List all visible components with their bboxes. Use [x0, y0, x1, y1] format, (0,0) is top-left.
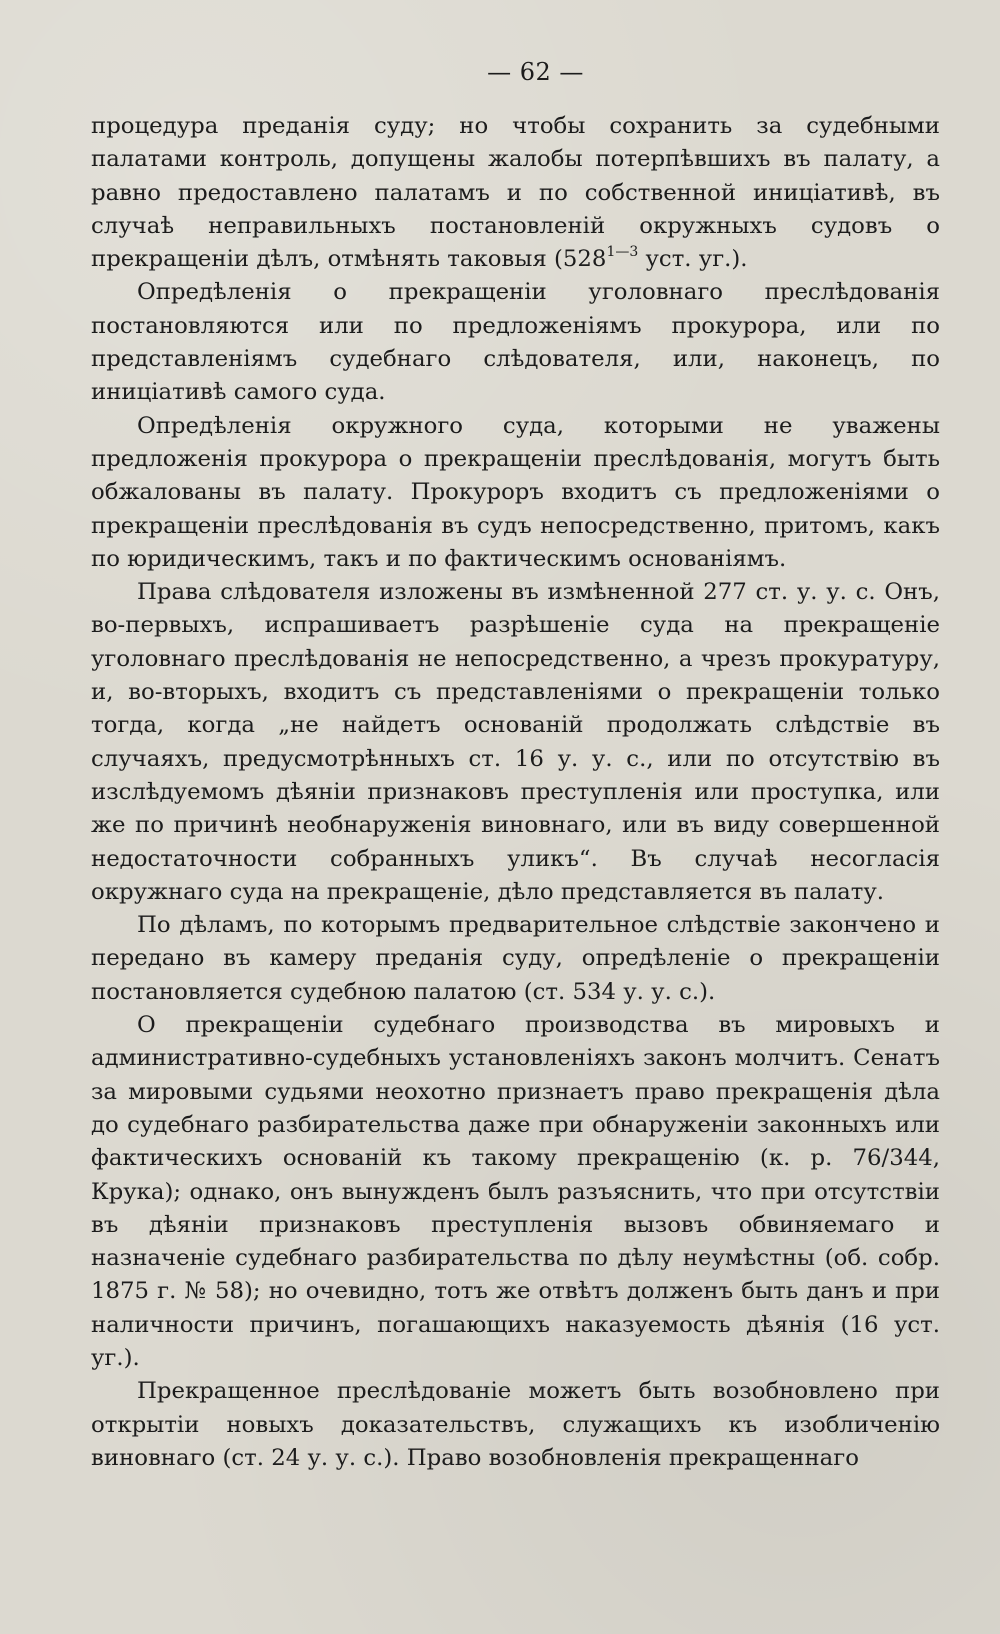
paragraph-1-end: уст. уг.).: [638, 246, 748, 273]
paragraph-4: Права слѣдователя изложены въ измѣненной 277 ст. у. у. с. Онъ, во-первыхъ, испрашиваетъ разрѣшеніе суда на прекращеніе уголовнаго преслѣдованія не непосредственно, а чрезъ прокуратуру, и, во-вторыхъ, входитъ съ представленіями о прекращеніи только тогда, когда „не найдетъ основаній продолжать слѣдствіе въ случаяхъ, предусмотрѣнныхъ ст. 16 у. у. с., или по отсутствію въ изслѣдуемомъ дѣяніи признаковъ преступленія или проступка, или же по причинѣ необнаруженія виновнаго, или въ виду совершенной недостаточности собранныхъ уликъ“. Въ случаѣ несогласія окружнаго суда на прекращеніе, дѣло представляется въ палату.: [91, 579, 940, 905]
paragraph-7: Прекращенное преслѣдованіе можетъ быть возобновлено при открытіи новыхъ доказательствъ, служащихъ къ изобличенію виновнаго (ст. 24 у. у. с.). Право возобновленія прекращеннаго: [91, 1378, 940, 1471]
body-text: [91, 110, 940, 1475]
paragraph-2: Опредѣленія о прекращеніи уголовнаго преслѣдованія постановляются или по предложеніямъ прокурора, или по представленіямъ судебнаго слѣдователя, или, наконецъ, по иниціативѣ самого суда.: [91, 279, 940, 406]
paragraph-1: [91, 110, 940, 276]
paragraph-5: По дѣламъ, по которымъ предварительное слѣдствіе закончено и передано въ камеру преданія суду, опредѣленіе о прекращеніи постановляется судебною палатою (ст. 534 у. у. с.).: [91, 912, 940, 1005]
superscript-1-3: 1—3: [606, 243, 639, 260]
page-number: — 62 —: [487, 58, 584, 86]
paragraph-6: О прекращеніи судебнаго производства въ мировыхъ и административно-судебныхъ установленіяхъ законъ молчитъ. Сенатъ за мировыми судьями неохотно признаетъ право прекращенія дѣла до судебнаго разбирательства даже при обнаруженіи законныхъ или фактическихъ основаній къ такому прекращенію (к. р. 76/344, Крука); однако, онъ вынужденъ былъ разъяснить, что при отсутствіи въ дѣяніи признаковъ преступленія вызовъ обвиняемаго и назначеніе судебнаго разбирательства по дѣлу неумѣстны (об. собр. 1875 г. № 58); но очевидно, тотъ же отвѣтъ долженъ быть данъ и при наличности причинъ, погашающихъ наказуемость дѣянія (16 уст. уг.).: [91, 1012, 940, 1371]
paragraph-1-text: процедура преданія суду; но чтобы сохранить за судебными палатами контроль, допущены жалобы потерпѣвшихъ въ палату, а равно предоставлено палатамъ и по собственной иниціативѣ, въ случаѣ неправильныхъ постановленій окружныхъ судовъ о прекращеніи дѣлъ, отмѣнять таковыя (528: [91, 113, 940, 273]
paragraph-3: Опредѣленія окружного суда, которыми не уважены предложенія прокурора о прекращеніи преслѣдованія, могутъ быть обжалованы въ палату. Прокуроръ входитъ съ предложеніями о прекращеніи преслѣдованія въ судъ непосредственно, притомъ, какъ по юридическимъ, такъ и по фактическимъ основаніямъ.: [91, 412, 940, 572]
